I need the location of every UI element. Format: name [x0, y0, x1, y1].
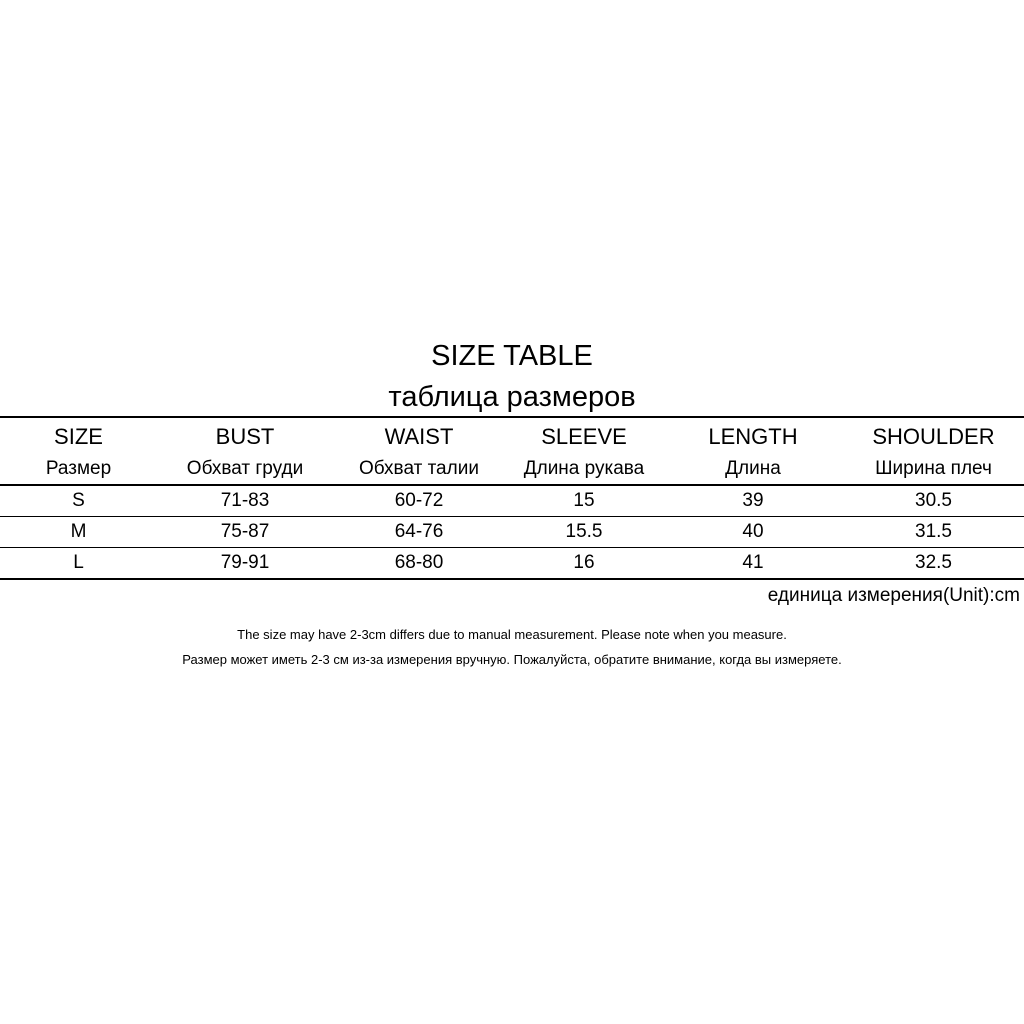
table-cell: 39 — [742, 490, 764, 511]
header-size-ru: Размер — [45, 458, 112, 479]
header-shoulder-ru: Ширина плеч — [875, 458, 992, 479]
table-cell: 71-83 — [220, 490, 270, 511]
table-cell: 15 — [573, 490, 595, 511]
header-size: SIZE — [54, 424, 103, 449]
table-cell: 40 — [742, 521, 764, 542]
table-row — [0, 548, 1024, 580]
table-cell: 68-80 — [394, 552, 444, 573]
table-cell: 16 — [573, 552, 595, 573]
header-shoulder: SHOULDER — [872, 424, 995, 449]
table-cell: L — [73, 552, 84, 573]
header-row-en — [0, 417, 1024, 454]
measurement-note-ru: Размер может иметь 2-3 см из-за измерения вручную. Пожалуйста, обратите внимание, когда вы измеряете. — [182, 652, 842, 667]
table-cell: 32.5 — [915, 552, 952, 573]
table-cell: S — [72, 490, 85, 511]
table-cell: 75-87 — [220, 521, 270, 542]
table-cell: 79-91 — [220, 552, 270, 573]
page-title: SIZE TABLE — [431, 340, 593, 372]
table-cell: 41 — [742, 552, 764, 573]
header-bust: BUST — [215, 424, 275, 449]
page-subtitle: таблица размеров — [388, 381, 636, 413]
table-row — [0, 517, 1024, 548]
size-table — [0, 416, 1024, 580]
table-cell: 31.5 — [915, 521, 952, 542]
header-waist-ru: Обхват талии — [359, 458, 479, 479]
header-length-ru: Длина — [725, 458, 781, 479]
table-cell: 64-76 — [394, 521, 444, 542]
header-length: LENGTH — [708, 424, 798, 449]
measurement-note-en: The size may have 2-3cm differs due to manual measurement. Please note when you measure. — [237, 627, 787, 642]
table-cell: 60-72 — [394, 490, 444, 511]
header-row-ru — [0, 454, 1024, 485]
table-cell: M — [70, 521, 87, 542]
table-cell: 30.5 — [915, 490, 952, 511]
header-sleeve: SLEEVE — [541, 424, 627, 449]
table-row — [0, 485, 1024, 517]
table-cell: 15.5 — [565, 521, 603, 542]
header-sleeve-ru: Длина рукава — [523, 458, 645, 479]
header-waist: WAIST — [384, 424, 454, 449]
unit-note: единица измерения(Unit):cm — [767, 585, 1020, 606]
header-bust-ru: Обхват груди — [186, 458, 304, 479]
